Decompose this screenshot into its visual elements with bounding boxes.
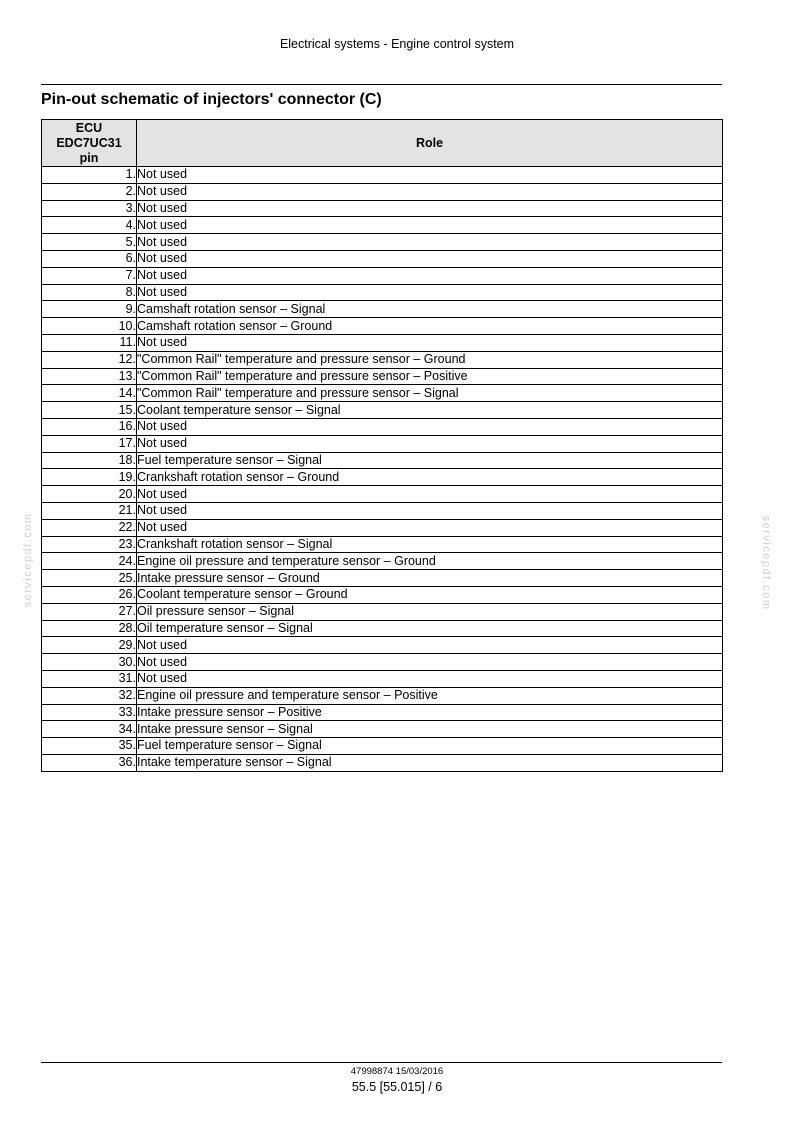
table-row (42, 368, 723, 385)
pin-number-cell: 34. (42, 721, 137, 738)
pin-number-cell: 16. (42, 418, 137, 435)
pin-number-cell: 8. (42, 284, 137, 301)
column-header-pin-line1: ECU (75, 120, 103, 135)
table-row (42, 738, 723, 755)
pin-number-cell: 29. (42, 637, 137, 654)
table-row (42, 301, 723, 318)
pin-role-cell: Intake pressure sensor – Signal (137, 721, 723, 738)
table-row (42, 603, 723, 620)
table-row (42, 385, 723, 402)
pin-role-cell: Not used (137, 250, 723, 267)
table-row (42, 536, 723, 553)
pin-number-cell: 2. (42, 183, 137, 200)
pin-role-cell: Not used (137, 267, 723, 284)
table-row (42, 351, 723, 368)
pin-role-cell: Camshaft rotation sensor – Signal (137, 301, 723, 318)
pin-number-cell: 3. (42, 200, 137, 217)
pin-number-cell: 10. (42, 318, 137, 335)
table-row (42, 200, 723, 217)
pin-role-cell: Not used (137, 183, 723, 200)
table-row (42, 570, 723, 587)
watermark-left: servicepdf.com (22, 512, 34, 608)
pin-role-cell: Not used (137, 217, 723, 234)
table-row (42, 267, 723, 284)
pin-role-cell: Not used (137, 637, 723, 654)
pin-role-cell: Coolant temperature sensor – Ground (137, 586, 723, 603)
pin-role-cell: Not used (137, 234, 723, 251)
pin-number-cell: 9. (42, 301, 137, 318)
pin-role-cell: Fuel temperature sensor – Signal (137, 738, 723, 755)
table-row (42, 217, 723, 234)
pin-role-cell: Oil temperature sensor – Signal (137, 620, 723, 637)
column-header-pin (42, 120, 137, 167)
pin-number-cell: 13. (42, 368, 137, 385)
pin-role-cell: Not used (137, 418, 723, 435)
pin-number-cell: 5. (42, 234, 137, 251)
table-row (42, 435, 723, 452)
table-row (42, 704, 723, 721)
pin-role-cell: Not used (137, 435, 723, 452)
pin-number-cell: 15. (42, 402, 137, 419)
table-row (42, 586, 723, 603)
table-row (42, 687, 723, 704)
table-row (42, 469, 723, 486)
pin-number-cell: 18. (42, 452, 137, 469)
pin-number-cell: 1. (42, 167, 137, 184)
pin-role-cell: Not used (137, 200, 723, 217)
pin-number-cell: 28. (42, 620, 137, 637)
pin-role-cell: Not used (137, 502, 723, 519)
footer-divider (41, 1062, 722, 1063)
table-header-row (42, 120, 723, 167)
pin-number-cell: 27. (42, 603, 137, 620)
footer-page-number: 55.5 [55.015] / 6 (351, 1080, 443, 1094)
pin-role-cell: Intake pressure sensor – Positive (137, 704, 723, 721)
pin-number-cell: 22. (42, 519, 137, 536)
table-row (42, 519, 723, 536)
pin-number-cell: 26. (42, 586, 137, 603)
page-title: Pin-out schematic of injectors' connector (C) (41, 91, 382, 108)
column-header-pin-line2: EDC7UC31 (56, 135, 122, 150)
pin-number-cell: 17. (42, 435, 137, 452)
pin-role-cell: "Common Rail" temperature and pressure sensor – Positive (137, 368, 723, 385)
pin-number-cell: 19. (42, 469, 137, 486)
table-row (42, 502, 723, 519)
pin-number-cell: 25. (42, 570, 137, 587)
pin-number-cell: 6. (42, 250, 137, 267)
table-row (42, 234, 723, 251)
pin-role-cell: Intake temperature sensor – Signal (137, 754, 723, 771)
table-row (42, 637, 723, 654)
table-row (42, 620, 723, 637)
pin-role-cell: Not used (137, 654, 723, 671)
pin-number-cell: 14. (42, 385, 137, 402)
pin-role-cell: Oil pressure sensor – Signal (137, 603, 723, 620)
table-row (42, 754, 723, 771)
table-row (42, 553, 723, 570)
pin-number-cell: 31. (42, 670, 137, 687)
pin-number-cell: 21. (42, 502, 137, 519)
table-row (42, 721, 723, 738)
table-row (42, 486, 723, 503)
table-row (42, 318, 723, 335)
pin-number-cell: 24. (42, 553, 137, 570)
pin-role-cell: Not used (137, 519, 723, 536)
pin-number-cell: 33. (42, 704, 137, 721)
table-row (42, 654, 723, 671)
header-divider (41, 84, 722, 85)
table-row (42, 250, 723, 267)
table-row (42, 183, 723, 200)
table-row (42, 402, 723, 419)
table-row (42, 670, 723, 687)
pin-role-cell: Not used (137, 284, 723, 301)
column-header-pin-line3: pin (79, 150, 99, 165)
pin-role-cell: Crankshaft rotation sensor – Signal (137, 536, 723, 553)
pin-number-cell: 30. (42, 654, 137, 671)
pin-role-cell: "Common Rail" temperature and pressure sensor – Signal (137, 385, 723, 402)
pin-role-cell: Engine oil pressure and temperature sensor – Ground (137, 553, 723, 570)
column-header-role: Role (137, 120, 723, 167)
pin-role-cell: "Common Rail" temperature and pressure sensor – Ground (137, 351, 723, 368)
pin-role-cell: Fuel temperature sensor – Signal (137, 452, 723, 469)
footer-document-reference: 47998874 15/03/2016 (350, 1066, 444, 1077)
pin-role-cell: Not used (137, 334, 723, 351)
pin-number-cell: 35. (42, 738, 137, 755)
pin-role-cell: Engine oil pressure and temperature sensor – Positive (137, 687, 723, 704)
watermark-right: servicepdf.com (760, 515, 772, 611)
pinout-table (41, 119, 723, 772)
table-row (42, 284, 723, 301)
pin-number-cell: 11. (42, 334, 137, 351)
pin-number-cell: 20. (42, 486, 137, 503)
table-row (42, 167, 723, 184)
pin-role-cell: Not used (137, 486, 723, 503)
table-row (42, 418, 723, 435)
running-header: Electrical systems - Engine control system (279, 37, 515, 51)
pin-number-cell: 36. (42, 754, 137, 771)
pin-role-cell: Camshaft rotation sensor – Ground (137, 318, 723, 335)
pin-role-cell: Not used (137, 670, 723, 687)
pin-number-cell: 32. (42, 687, 137, 704)
table-row (42, 452, 723, 469)
pin-role-cell: Not used (137, 167, 723, 184)
pin-role-cell: Crankshaft rotation sensor – Ground (137, 469, 723, 486)
pin-role-cell: Intake pressure sensor – Ground (137, 570, 723, 587)
table-row (42, 334, 723, 351)
pin-number-cell: 7. (42, 267, 137, 284)
pin-role-cell: Coolant temperature sensor – Signal (137, 402, 723, 419)
pin-number-cell: 12. (42, 351, 137, 368)
pin-number-cell: 4. (42, 217, 137, 234)
table-body (42, 167, 723, 772)
pin-number-cell: 23. (42, 536, 137, 553)
